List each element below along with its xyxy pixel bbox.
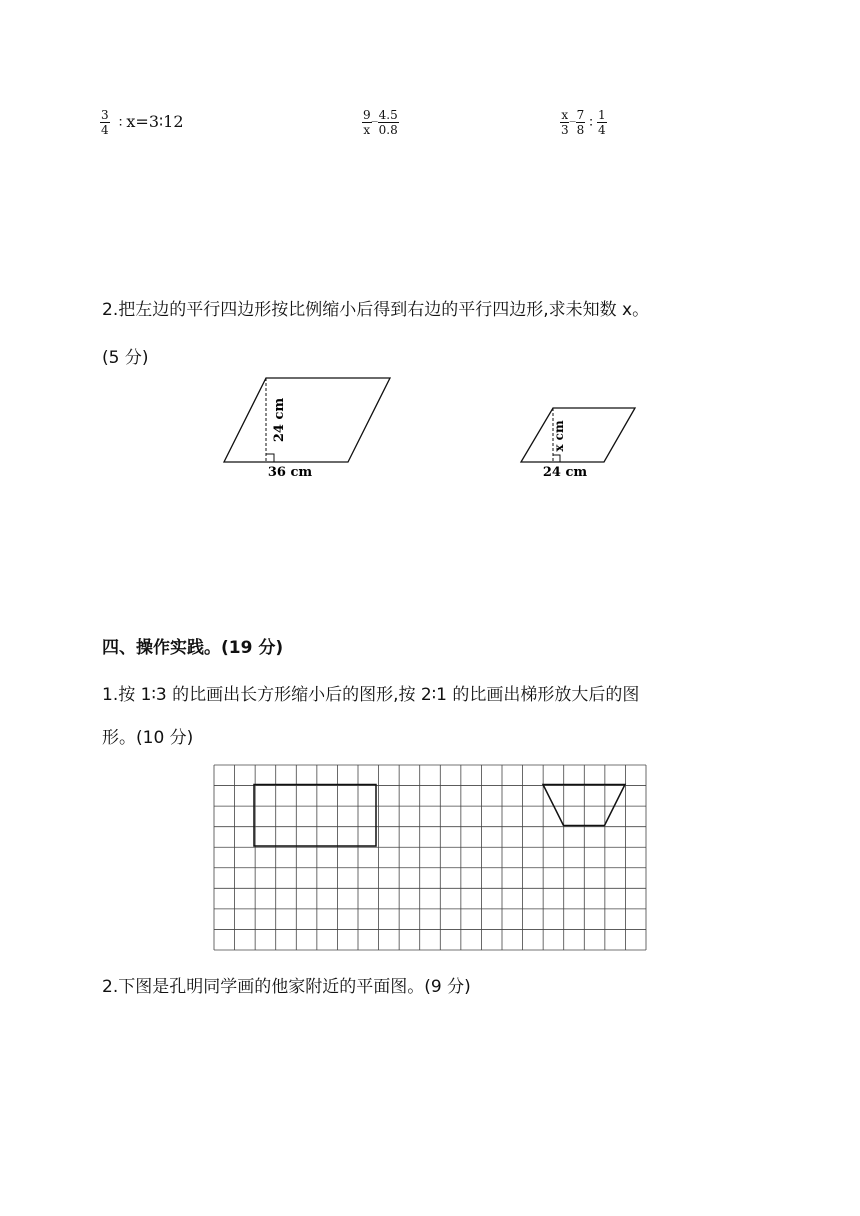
right-parallelogram [521,408,635,462]
ratio-sign: ∶ [589,114,593,131]
section-4-q1-line2: 形。(10 分) [102,728,194,748]
left-height-label: 24 cm [272,397,287,443]
section-4-q1-line1: 1.按 1∶3 的比画出长方形缩小后的图形,按 2∶1 的比画出梯形放大后的图 [102,685,640,705]
question-2-score: (5 分) [102,348,149,368]
left-base-label: 36 cm [267,465,313,480]
numerator: 4.5 [378,108,398,122]
denominator: 4 [597,123,606,137]
denominator: 3 [561,123,569,137]
left-parallelogram [224,378,390,462]
denominator: 8 [576,123,585,137]
section-4-q2-text: 2.下图是孔明同学画的他家附近的平面图。(9 分) [102,977,471,997]
numerator: x [561,108,569,122]
denominator: 0.8 [378,123,398,137]
denominator: x [363,123,371,137]
denominator: 4 [101,123,109,137]
equals-sign: _ [569,108,576,122]
right-base-label: 24 cm [542,465,588,480]
drawing-grid [213,764,647,951]
equation-rest: x=3∶12 [126,112,184,131]
section-4-title: 四、操作实践。(19 分) [102,638,284,658]
question-2-text: 2.把左边的平行四边形按比例缩小后得到右边的平行四边形,求未知数 x。 [102,300,650,320]
numerator: 3 [101,108,109,122]
right-right-angle-mark [553,455,560,462]
equals-sign: _ [371,108,378,122]
numerator: 7 [576,108,585,122]
numerator: 1 [597,108,606,122]
grid-lines [214,765,646,950]
left-right-angle-mark [266,454,274,462]
right-height-label: x cm [552,420,566,452]
numerator: 9 [363,108,371,122]
ratio-sign: ∶ [118,114,123,131]
